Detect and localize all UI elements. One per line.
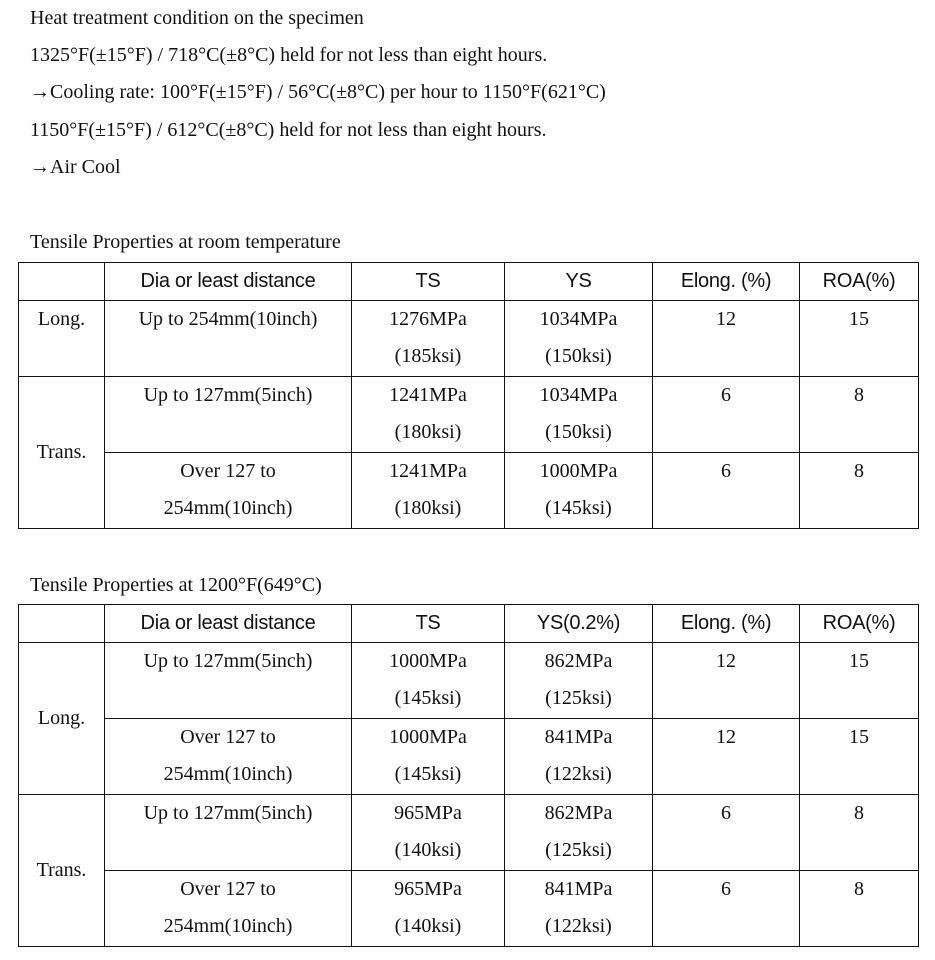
header-cell-dia: Dia or least distance bbox=[105, 605, 352, 643]
dia-cell bbox=[105, 719, 352, 795]
elevated-temp-caption: Tensile Properties at 1200°F(649°C) bbox=[30, 574, 322, 596]
header-cell-dia: Dia or least distance bbox=[105, 263, 352, 301]
ts-cell bbox=[352, 301, 505, 377]
header-cell-roa: ROA(%) bbox=[800, 263, 919, 301]
header-cell-roa: ROA(%) bbox=[800, 605, 919, 643]
ts-cell bbox=[352, 795, 505, 871]
ts-mpa: 1241MPa bbox=[389, 460, 467, 482]
ts-mpa: 965MPa bbox=[394, 878, 462, 900]
dia-text: Up to 254mm(10inch) bbox=[138, 308, 318, 330]
dia-text-2: 254mm(10inch) bbox=[163, 497, 293, 519]
header-cell-ts: TS bbox=[352, 605, 505, 643]
ys-ksi: (125ksi) bbox=[545, 687, 612, 709]
heat-treatment-line-3: 1150°F(±15°F) / 612°C(±8°C) held for not less than eight hours. bbox=[30, 119, 547, 141]
roa-cell: 8 bbox=[800, 795, 919, 871]
dia-cell bbox=[105, 301, 352, 377]
ys-mpa: 841MPa bbox=[544, 878, 613, 900]
header-cell-ts: TS bbox=[352, 263, 505, 301]
dia-cell bbox=[105, 795, 352, 871]
elong-cell: 6 bbox=[653, 871, 800, 947]
ys-cell bbox=[505, 719, 653, 795]
table-header-row bbox=[19, 263, 919, 301]
heat-treatment-line-2: →Cooling rate: 100°F(±15°F) / 56°C(±8°C) per hour to 1150°F(621°C) bbox=[30, 81, 606, 103]
elong-cell: 6 bbox=[653, 377, 800, 453]
header-cell-elong: Elong. (%) bbox=[653, 263, 800, 301]
ys-ksi: (150ksi) bbox=[545, 345, 612, 367]
ts-mpa: 1000MPa bbox=[389, 650, 467, 672]
dia-text: Up to 127mm(5inch) bbox=[143, 802, 313, 824]
ts-ksi: (140ksi) bbox=[394, 915, 462, 937]
heat-treatment-line-1: 1325°F(±15°F) / 718°C(±8°C) held for not less than eight hours. bbox=[30, 44, 548, 66]
header-cell-empty bbox=[19, 263, 105, 301]
ys-cell bbox=[505, 871, 653, 947]
table-row bbox=[19, 795, 919, 871]
ys-ksi: (125ksi) bbox=[545, 839, 612, 861]
table-row bbox=[19, 643, 919, 719]
roa-cell: 15 bbox=[800, 301, 919, 377]
ys-mpa: 1034MPa bbox=[539, 384, 618, 406]
ys-mpa: 862MPa bbox=[544, 802, 613, 824]
dia-text: Up to 127mm(5inch) bbox=[143, 650, 313, 672]
ts-ksi: (145ksi) bbox=[394, 687, 462, 709]
ts-cell bbox=[352, 871, 505, 947]
ys-ksi: (145ksi) bbox=[545, 497, 612, 519]
roa-cell: 8 bbox=[800, 377, 919, 453]
dia-text: Up to 127mm(5inch) bbox=[143, 384, 313, 406]
roa-cell: 8 bbox=[800, 453, 919, 529]
ts-ksi: (145ksi) bbox=[394, 763, 462, 785]
table-row bbox=[19, 719, 919, 795]
header-cell-empty bbox=[19, 605, 105, 643]
dia-cell bbox=[105, 643, 352, 719]
elong-cell: 6 bbox=[653, 453, 800, 529]
ys-ksi: (122ksi) bbox=[545, 915, 612, 937]
heat-treatment-line-4: →Air Cool bbox=[30, 156, 121, 178]
orientation-cell-long: Long. bbox=[19, 301, 105, 377]
header-cell-elong: Elong. (%) bbox=[653, 605, 800, 643]
ys-mpa: 862MPa bbox=[544, 650, 613, 672]
ts-cell bbox=[352, 719, 505, 795]
ys-mpa: 1034MPa bbox=[539, 308, 618, 330]
dia-cell bbox=[105, 377, 352, 453]
ys-cell bbox=[505, 377, 653, 453]
ts-ksi: (185ksi) bbox=[394, 345, 462, 367]
roa-cell: 15 bbox=[800, 719, 919, 795]
ys-ksi: (150ksi) bbox=[545, 421, 612, 443]
ts-ksi: (180ksi) bbox=[394, 497, 462, 519]
roa-cell: 8 bbox=[800, 871, 919, 947]
room-temp-table bbox=[18, 262, 919, 529]
orientation-cell-long: Long. bbox=[19, 643, 105, 795]
room-temp-caption: Tensile Properties at room temperature bbox=[30, 231, 341, 253]
ts-cell bbox=[352, 453, 505, 529]
dia-text-2: 254mm(10inch) bbox=[163, 763, 293, 785]
ts-ksi: (180ksi) bbox=[394, 421, 462, 443]
ys-cell bbox=[505, 795, 653, 871]
heat-treatment-title: Heat treatment condition on the specimen bbox=[30, 7, 364, 29]
dia-text-1: Over 127 to bbox=[180, 460, 276, 482]
ts-mpa: 1276MPa bbox=[389, 308, 467, 330]
dia-text-1: Over 127 to bbox=[180, 878, 276, 900]
elong-cell: 12 bbox=[653, 643, 800, 719]
table-row bbox=[19, 453, 919, 529]
table-row bbox=[19, 871, 919, 947]
orientation-cell-trans: Trans. bbox=[19, 795, 105, 947]
elong-cell: 12 bbox=[653, 719, 800, 795]
dia-cell bbox=[105, 453, 352, 529]
dia-text-1: Over 127 to bbox=[180, 726, 276, 748]
ys-cell bbox=[505, 643, 653, 719]
ys-cell bbox=[505, 301, 653, 377]
ts-cell bbox=[352, 377, 505, 453]
ts-ksi: (140ksi) bbox=[394, 839, 462, 861]
header-cell-ys: YS(0.2%) bbox=[505, 605, 653, 643]
elong-cell: 12 bbox=[653, 301, 800, 377]
dia-cell bbox=[105, 871, 352, 947]
table-row bbox=[19, 377, 919, 453]
ys-mpa: 1000MPa bbox=[539, 460, 618, 482]
header-cell-ys: YS bbox=[505, 263, 653, 301]
ys-cell bbox=[505, 453, 653, 529]
ts-mpa: 1000MPa bbox=[389, 726, 467, 748]
elong-cell: 6 bbox=[653, 795, 800, 871]
ts-cell bbox=[352, 643, 505, 719]
roa-cell: 15 bbox=[800, 643, 919, 719]
orientation-cell-trans: Trans. bbox=[19, 377, 105, 529]
ys-ksi: (122ksi) bbox=[545, 763, 612, 785]
ts-mpa: 1241MPa bbox=[389, 384, 467, 406]
ys-mpa: 841MPa bbox=[544, 726, 613, 748]
ts-mpa: 965MPa bbox=[394, 802, 462, 824]
elevated-temp-table bbox=[18, 604, 919, 947]
table-header-row bbox=[19, 605, 919, 643]
dia-text-2: 254mm(10inch) bbox=[163, 915, 293, 937]
table-row bbox=[19, 301, 919, 377]
